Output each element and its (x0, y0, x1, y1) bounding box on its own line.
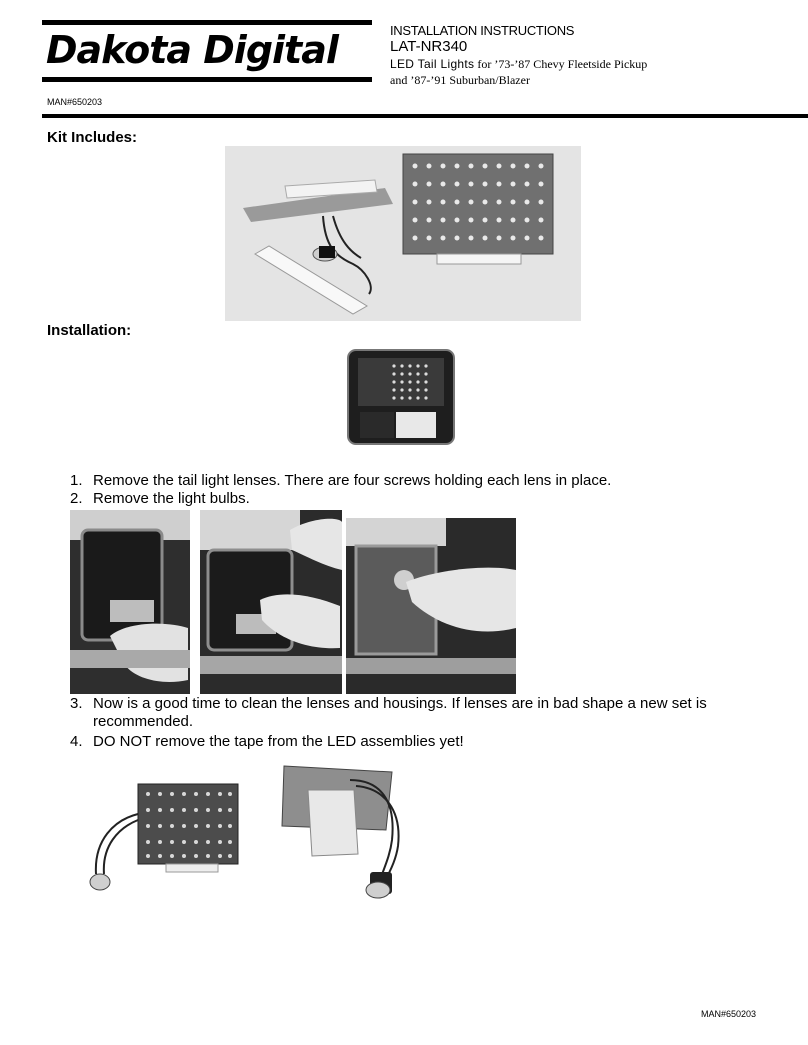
kit-contents-photo (225, 146, 581, 321)
led-board-front-photo (84, 780, 244, 898)
step-1-text: Remove the tail light lenses. There are four screws holding each lens in place. (93, 472, 612, 489)
model-number: LAT-NR340 (390, 38, 468, 55)
product-name: LED Tail Lights (390, 57, 475, 71)
step-4-text: DO NOT remove the tape from the LED assemblies yet! (93, 733, 464, 750)
manual-number-top: MAN#650203 (47, 97, 103, 107)
fitment-line1: for ’73-’87 Chevy Fleetside Pickup (474, 57, 648, 71)
fitment-line2: and ’87-’91 Suburban/Blazer (390, 73, 530, 87)
dakota-digital-logo (42, 20, 372, 84)
step-1-number: 1. (70, 472, 83, 489)
logo-text: Dakota Digital (46, 28, 338, 72)
step-2-number: 2. (70, 490, 83, 507)
remove-lens-photo-2 (200, 510, 342, 694)
doc-label: INSTALLATION INSTRUCTIONS (390, 23, 575, 38)
remove-lens-photo-1 (70, 510, 190, 694)
logo-bar-bottom (42, 77, 372, 82)
step-4-number: 4. (70, 733, 83, 750)
logo-bar-top (42, 20, 372, 25)
manual-number-bottom: MAN#650203 (701, 1009, 757, 1019)
tail-light-lens-photo (346, 348, 456, 446)
step-3-text: Now is a good time to clean the lenses and housings. If lenses are in bad shape a new set is (93, 695, 707, 712)
step-2-text: Remove the light bulbs. (93, 490, 250, 507)
step-3-number: 3. (70, 695, 83, 712)
installation-heading: Installation: (47, 322, 132, 339)
remove-bulb-photo (346, 518, 516, 694)
kit-includes-heading: Kit Includes: (47, 129, 138, 146)
led-board-back-photo (280, 760, 414, 902)
product-description-line1 (390, 57, 647, 72)
step-3-text-cont: recommended. (93, 713, 194, 730)
header-rule (42, 114, 808, 118)
